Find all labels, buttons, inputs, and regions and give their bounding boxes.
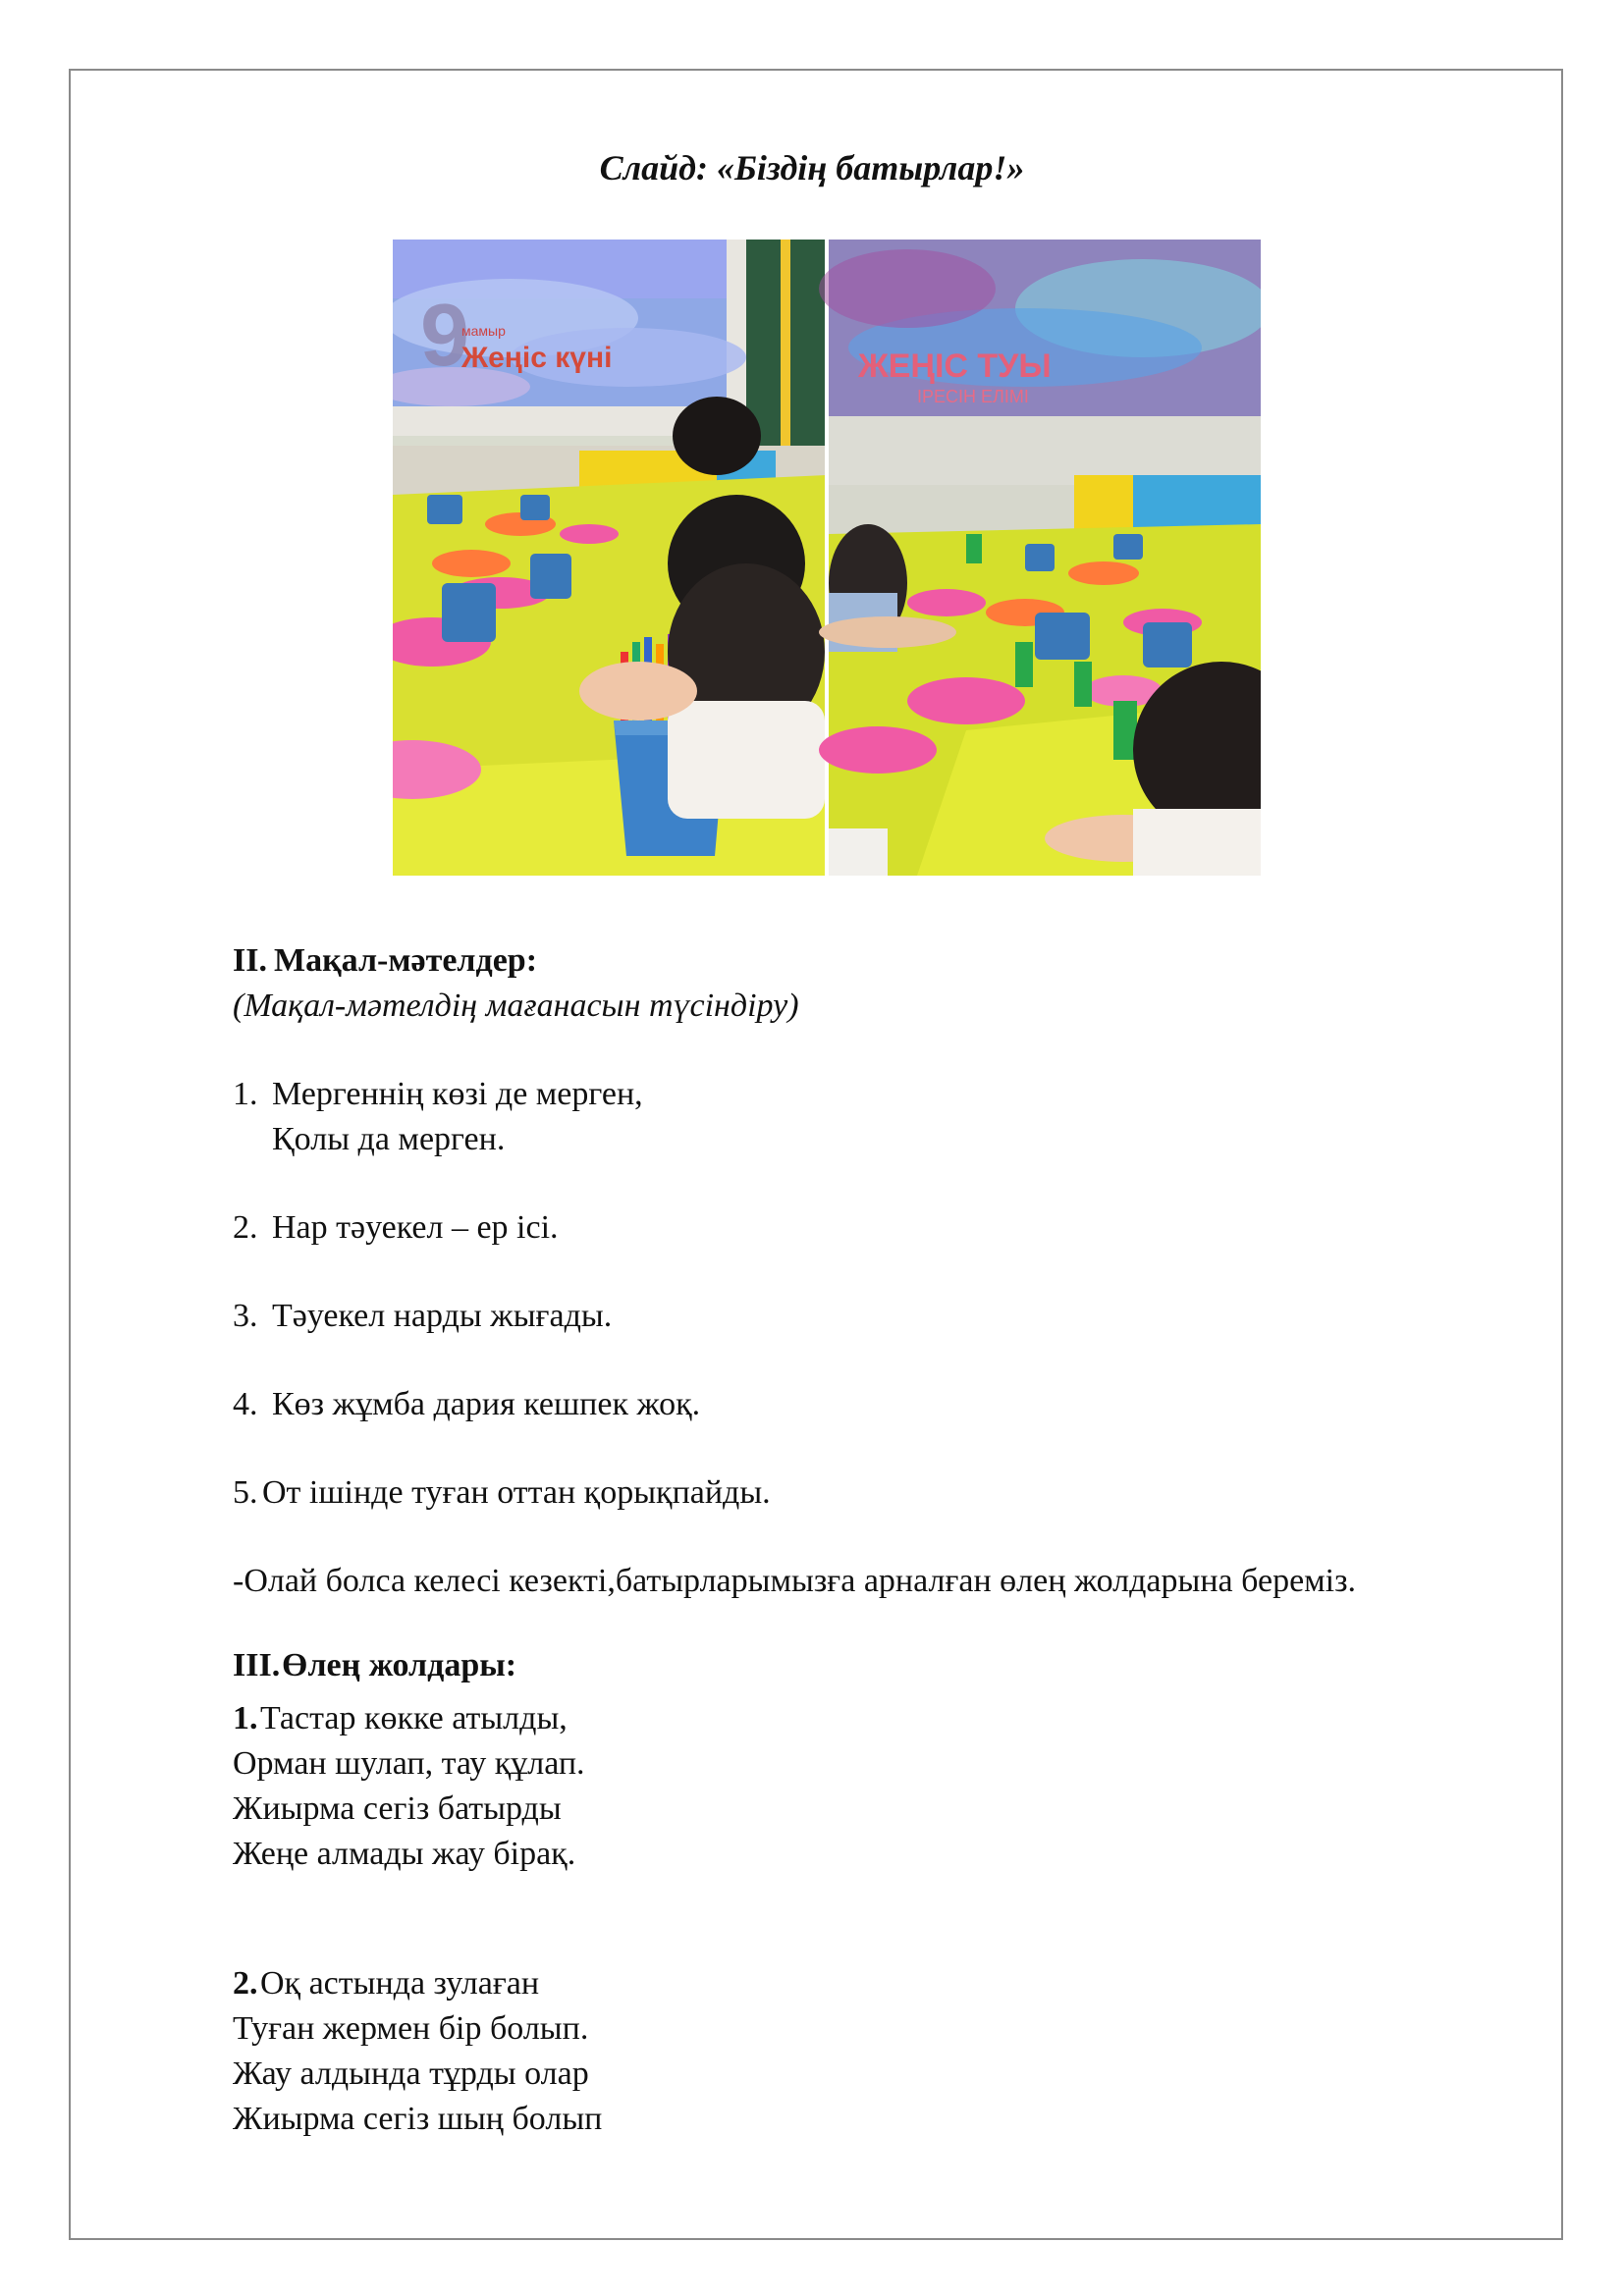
proverb-item (233, 1470, 1440, 1516)
left-screen-caption-2: мамыр (461, 323, 506, 339)
poem-line: Жеңе алмады жау бірақ. (233, 1836, 576, 1872)
poem-line: Оқ астында зулаған (260, 1965, 540, 2002)
proverb-line: Нар тәуекел – ер ісі. (272, 1209, 559, 1246)
section-3-title: Өлең жолдары: (282, 1647, 517, 1683)
proverb-number: 5. (233, 1474, 258, 1511)
poem-line: Тастар көкке атылды, (260, 1700, 568, 1736)
section-3-heading (233, 1643, 1440, 1688)
left-screen-caption-3: Жеңіс күні (461, 342, 613, 374)
proverb-line: Көз жұмба дария кешпек жоқ. (272, 1386, 701, 1422)
right-photo (819, 240, 1261, 876)
poem-number: 1. (233, 1700, 258, 1736)
poem-stanza (233, 1696, 1440, 1877)
section-3-number: III. (233, 1647, 281, 1683)
proverb-number: 4. (233, 1386, 258, 1422)
classroom-photo (393, 240, 1261, 876)
proverb-item (233, 1294, 1440, 1339)
proverb-number: 1. (233, 1076, 258, 1112)
section-2-heading (233, 938, 1440, 984)
poem-line: Жау алдында тұрды олар (233, 2056, 589, 2092)
proverb-number: 2. (233, 1209, 258, 1246)
poem-stanza (233, 1961, 1440, 2142)
poem-line: Жиырма сегіз батырды (233, 1790, 562, 1827)
document-body (233, 938, 1440, 2142)
proverb-number: 3. (233, 1298, 258, 1334)
poem-line: Туған жермен бір болып. (233, 2010, 589, 2047)
proverb-line: Қолы да мерген. (272, 1121, 506, 1157)
right-screen-caption-2: ІРЕСІН ЕЛІМІ (917, 387, 1029, 406)
proverb-item (233, 1072, 1440, 1162)
section-2-title: Мақал-мәтелдер: (274, 942, 538, 979)
slide-title: Слайд: «Біздің батырлар!» (599, 148, 1025, 187)
proverb-line: Тәуекел нарды жығады. (272, 1298, 613, 1334)
proverb-line: Мергеннің көзі де мерген, (272, 1076, 643, 1112)
proverb-item (233, 1382, 1440, 1427)
poem-line: Жиырма сегіз шың болып (233, 2101, 603, 2137)
transition-text: -Олай болса келесі кезекті,батырларымызға арналған өлең жолдарына береміз. (233, 1563, 1357, 1599)
section-2-subtitle: (Мақал-мәтелдің мағанасын түсіндіру) (233, 988, 799, 1024)
left-screen-caption-1: 9 (420, 287, 470, 385)
poem-number: 2. (233, 1965, 258, 2002)
left-photo (393, 240, 827, 876)
section-2-number: II. (233, 942, 267, 979)
proverb-item (233, 1205, 1440, 1251)
proverb-line: От ішінде туған оттан қорықпайды. (262, 1474, 771, 1511)
right-screen-caption-1: ЖЕҢІС ТУЫ (858, 347, 1052, 385)
poem-line: Орман шулап, тау құлап. (233, 1745, 585, 1782)
